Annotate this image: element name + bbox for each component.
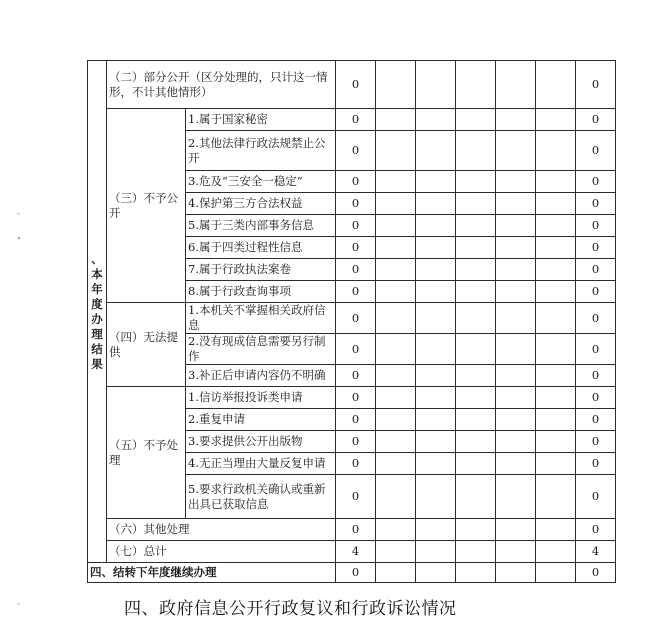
cell-empty [456,453,496,475]
cell-empty [456,365,496,387]
cell-value: 0 [336,215,376,237]
row-label: （七）总计 [107,541,336,563]
cell-empty [496,281,536,303]
cell-empty [536,109,576,131]
row-label: 2.其他法律行政法规禁止公开 [186,131,336,171]
cell-value: 0 [336,109,376,131]
cell-empty [536,541,576,563]
cell-empty [376,131,416,171]
cell-value: 0 [336,475,376,519]
report-table [87,60,616,583]
cell-empty [416,431,456,453]
cell-total: 0 [576,519,616,541]
cell-empty [496,259,536,281]
cell-total: 0 [576,281,616,303]
cell-value: 0 [336,431,376,453]
row-label: 6.属于四类过程性信息 [186,237,336,259]
cell-empty [416,475,456,519]
section-heading: 四、政府信息公开行政复议和行政诉讼情况 [124,599,457,619]
cell-empty [456,281,496,303]
cell-empty [376,109,416,131]
cell-empty [496,171,536,193]
cell-value: 0 [336,193,376,215]
cell-total: 0 [576,365,616,387]
cell-empty [536,259,576,281]
cell-value: 0 [336,171,376,193]
cell-empty [456,193,496,215]
cell-total: 0 [576,171,616,193]
cell-empty [416,109,456,131]
cell-total: 0 [576,131,616,171]
cell-empty [496,387,536,409]
cell-empty [376,409,416,431]
cell-total: 0 [576,475,616,519]
cell-value: 0 [336,453,376,475]
cell-empty [496,215,536,237]
cell-empty [456,303,496,334]
cell-empty [536,475,576,519]
cell-empty [496,475,536,519]
cell-empty [416,453,456,475]
cell-empty [536,387,576,409]
cell-empty [496,541,536,563]
cell-total: 0 [576,237,616,259]
row-label: 7.属于行政执法案卷 [186,259,336,281]
cell-empty [376,171,416,193]
row-label: 3.危及“三安全一稳定” [186,171,336,193]
cell-empty [416,365,456,387]
cell-total: 0 [576,387,616,409]
cell-empty [376,237,416,259]
cell-empty [536,193,576,215]
cell-empty [376,334,416,365]
cell-value: 4 [336,541,376,563]
cell-empty [536,61,576,109]
row-label: 5.要求行政机关确认或重新出具已获取信息 [186,475,336,519]
margin-mark: " [17,236,21,245]
cell-empty [496,453,536,475]
row-label: 2.重复申请 [186,409,336,431]
cell-empty [536,431,576,453]
cell-total: 0 [576,563,616,583]
cell-total: 0 [576,409,616,431]
cell-empty [456,259,496,281]
margin-mark: 。 [17,207,25,216]
cell-empty [496,109,536,131]
cell-empty [456,109,496,131]
cell-empty [376,281,416,303]
cell-empty [496,334,536,365]
cell-empty [416,259,456,281]
row-label: （六）其他处理 [107,519,336,541]
table-row [88,563,616,583]
cell-empty [496,409,536,431]
cell-total: 0 [576,303,616,334]
cell-value: 0 [336,563,376,583]
cell-value: 0 [336,61,376,109]
cell-empty [416,131,456,171]
cell-empty [536,409,576,431]
cell-empty [376,365,416,387]
cell-empty [376,563,416,583]
cell-empty [456,541,496,563]
cell-empty [536,131,576,171]
table-row [88,519,616,541]
cell-empty [376,61,416,109]
cell-empty [536,334,576,365]
cell-value: 0 [336,365,376,387]
table-row [88,387,616,409]
margin-mark: 。 [17,597,25,606]
cell-total: 4 [576,541,616,563]
cell-value: 0 [336,259,376,281]
cell-empty [416,193,456,215]
cell-empty [376,193,416,215]
cell-empty [536,303,576,334]
cell-empty [536,563,576,583]
row-label: 5.属于三类内部事务信息 [186,215,336,237]
cell-empty [496,303,536,334]
cell-empty [536,171,576,193]
cell-empty [456,563,496,583]
cell-empty [376,387,416,409]
cell-empty [496,519,536,541]
row-label: 1.本机关不掌握相关政府信息 [186,303,336,334]
cell-empty [376,519,416,541]
cell-empty [496,563,536,583]
row-label: 3.补正后申请内容仍不明确 [186,365,336,387]
cell-empty [456,61,496,109]
cell-empty [416,334,456,365]
cell-empty [376,215,416,237]
cell-empty [536,519,576,541]
row-label: 4.保护第三方合法权益 [186,193,336,215]
cell-empty [456,215,496,237]
cell-empty [416,215,456,237]
category-label: （四）无法提供 [107,303,186,387]
cell-empty [456,131,496,171]
cell-empty [416,519,456,541]
cell-empty [536,453,576,475]
cell-empty [536,365,576,387]
cell-empty [376,431,416,453]
cell-empty [376,453,416,475]
row-label: 4.无正当理由大量反复申请 [186,453,336,475]
cell-empty [456,237,496,259]
cell-empty [416,281,456,303]
cell-empty [456,475,496,519]
cell-empty [496,237,536,259]
cell-total: 0 [576,334,616,365]
cell-empty [416,171,456,193]
cell-empty [456,519,496,541]
category-label: （三）不予公开 [107,109,186,303]
cell-empty [376,259,416,281]
cell-value: 0 [336,281,376,303]
table-row [88,109,616,131]
cell-empty [496,365,536,387]
table-row [88,303,616,334]
cell-value: 0 [336,334,376,365]
table-row [88,61,616,109]
row-label: 3.要求提供公开出版物 [186,431,336,453]
cell-empty [496,431,536,453]
cell-total: 0 [576,259,616,281]
cell-empty [456,431,496,453]
cell-empty [416,541,456,563]
row-label: 8.属于行政查询事项 [186,281,336,303]
cell-empty [456,409,496,431]
row-label: 四、结转下年度继续办理 [88,563,336,583]
cell-empty [416,61,456,109]
cell-empty [536,237,576,259]
cell-value: 0 [336,131,376,171]
cell-total: 0 [576,453,616,475]
row-label: （二）部分公开（区分处理的，只计这一情形，不计其他情形） [107,61,336,109]
cell-value: 0 [336,387,376,409]
cell-empty [496,193,536,215]
category-label: （五）不予处理 [107,387,186,519]
cell-empty [456,171,496,193]
row-label: 2.没有现成信息需要另行制作 [186,334,336,365]
cell-empty [416,563,456,583]
cell-empty [416,303,456,334]
cell-value: 0 [336,409,376,431]
cell-total: 0 [576,61,616,109]
cell-value: 0 [336,237,376,259]
cell-empty [536,281,576,303]
row-label: 1.信访举报投诉类申请 [186,387,336,409]
cell-empty [416,237,456,259]
cell-empty [536,215,576,237]
cell-value: 0 [336,519,376,541]
cell-total: 0 [576,193,616,215]
cell-empty [376,475,416,519]
cell-empty [416,409,456,431]
cell-empty [376,541,416,563]
cell-empty [496,61,536,109]
cell-empty [376,303,416,334]
cell-total: 0 [576,431,616,453]
cell-empty [496,131,536,171]
cell-value: 0 [336,303,376,334]
cell-empty [416,387,456,409]
cell-total: 0 [576,215,616,237]
cell-empty [456,334,496,365]
cell-empty [456,387,496,409]
row-group-label: 、 本 年 度 办 理 结 果 [88,61,107,563]
table-row [88,541,616,563]
cell-total: 0 [576,109,616,131]
row-label: 1.属于国家秘密 [186,109,336,131]
